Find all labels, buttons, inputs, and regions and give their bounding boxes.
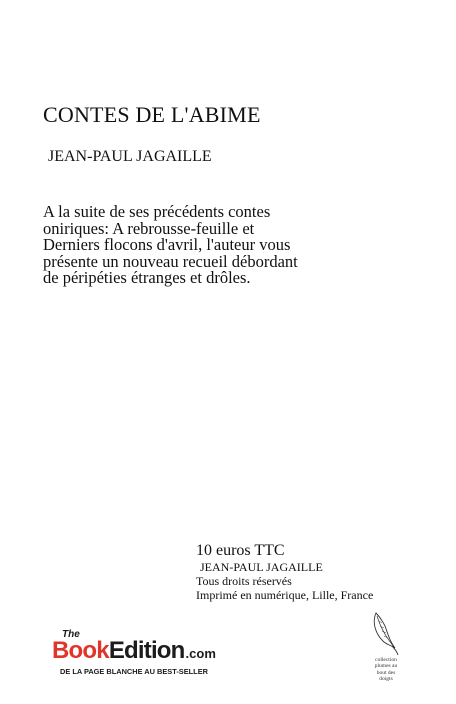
logo-tagline: DE LA PAGE BLANCHE AU BEST-SELLER bbox=[60, 667, 208, 676]
imprint-block bbox=[196, 560, 373, 602]
price-label: 10 euros TTC bbox=[196, 542, 285, 559]
book-title: CONTES DE L'ABIME bbox=[43, 102, 261, 127]
blurb-line: A la suite de ses précédents contes bbox=[43, 202, 271, 221]
feather-quill-icon bbox=[370, 612, 402, 656]
logo-edition: Edition bbox=[108, 637, 185, 664]
collection-badge bbox=[361, 612, 411, 687]
imprint-author: JEAN-PAUL JAGAILLE bbox=[200, 560, 323, 574]
logo-the: The bbox=[62, 629, 80, 640]
bookedition-logo bbox=[52, 629, 252, 680]
blurb-line: Derniers flocons d'avril, l'auteur vous bbox=[43, 235, 291, 254]
blurb-line: présente un nouveau recueil débordant bbox=[43, 251, 298, 271]
logo-book: Book bbox=[52, 637, 109, 664]
imprint-printed: Imprimé en numérique, Lille, France bbox=[196, 588, 374, 602]
book-author: JEAN-PAUL JAGAILLE bbox=[48, 148, 212, 165]
blurb-line: de péripéties étranges et drôles. bbox=[43, 268, 251, 287]
logo-com: .com bbox=[185, 646, 216, 661]
book-blurb bbox=[43, 204, 363, 287]
imprint-rights: Tous droits réservés bbox=[196, 574, 292, 588]
blurb-line: oniriques: A rebrousse-feuille et bbox=[43, 218, 255, 238]
collection-text: collection plumes au bout des doigts bbox=[374, 657, 398, 682]
logo-wordmark bbox=[52, 637, 216, 665]
